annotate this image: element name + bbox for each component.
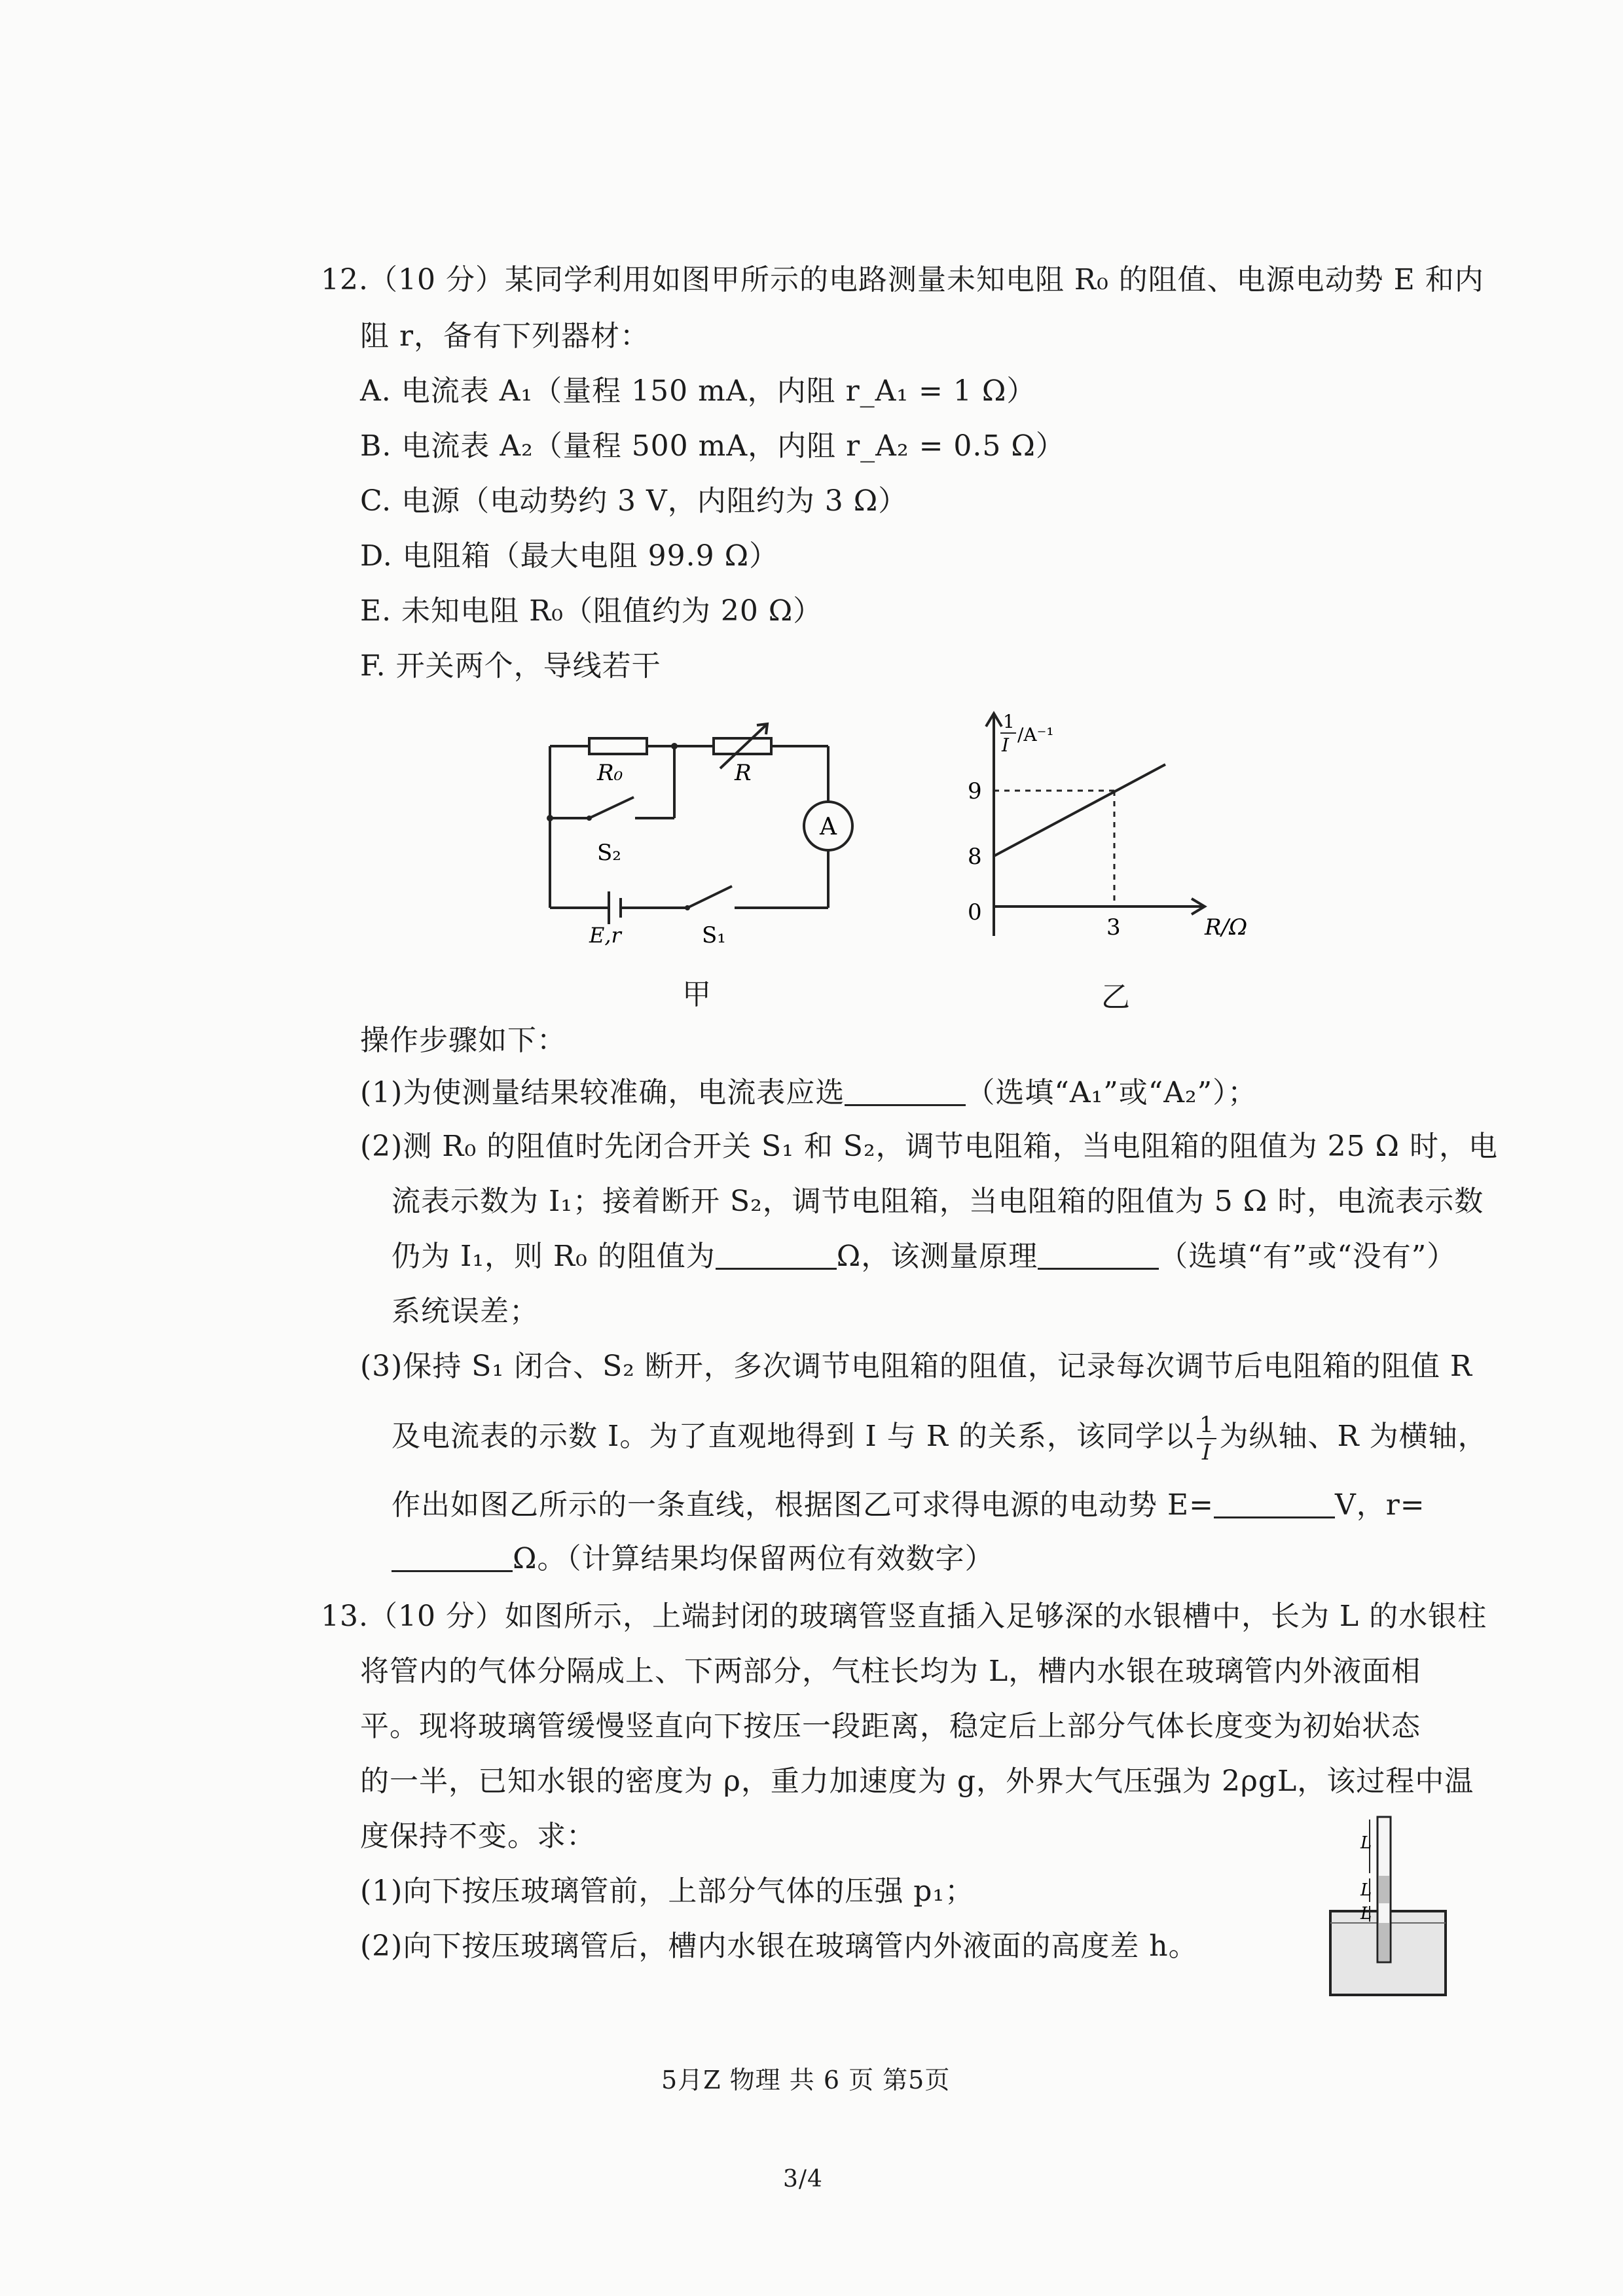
blank-4 [1214, 1486, 1335, 1518]
step3-text-e: Ω。（计算结果均保留两位有效数字） [513, 1542, 994, 1575]
step2-text-c: （选填“有”或“没有”） [1159, 1240, 1457, 1273]
step3-text-c: 作出如图乙所示的一条直线，根据图乙可求得电源的电动势 E= [392, 1488, 1214, 1522]
fraction-1-over-i [1197, 1412, 1217, 1465]
tube-trough-figure [1322, 1813, 1453, 2003]
tick-0: 0 [968, 899, 982, 925]
q13-line5: 度保持不变。求： [360, 1820, 596, 1853]
q12-line2: 阻 r，备有下列器材： [360, 319, 650, 353]
label-ammeter: A [820, 814, 837, 840]
step3-line4 [392, 1539, 994, 1579]
caption-jia: 甲 [682, 978, 712, 1011]
q12-option-f: F. 开关两个，导线若干 [360, 649, 661, 683]
step2-text-a: 仍为 I₁，则 R₀ 的阻值为 [392, 1240, 716, 1273]
step3-line2 [392, 1407, 1487, 1466]
graph-line [994, 764, 1165, 856]
step3-text-b: 为纵轴、R 为横轴， [1219, 1420, 1487, 1453]
frac-den: I [1201, 1439, 1212, 1465]
q12-option-e: E. 未知电阻 R₀（阻值约为 20 Ω） [360, 594, 823, 628]
mercury-column [1379, 1876, 1389, 1903]
q12-option-d: D. 电阻箱（最大电阻 99.9 Ω） [360, 539, 779, 573]
page-footer: 5月Z 物理 共 6 页 第5页 [661, 2066, 951, 2094]
step2-line1: (2)测 R₀ 的阻值时先闭合开关 S₁ 和 S₂，调节电阻箱，当电阻箱的阻值为 25 Ω 时，电 [360, 1130, 1499, 1163]
frac-num: 1 [1197, 1412, 1217, 1439]
step3-text-d: V，r= [1334, 1488, 1425, 1522]
fig-label-l1: L [1360, 1833, 1372, 1853]
label-s2: S₂ [597, 840, 621, 866]
step1-text-b: （选填“A₁”或“A₂”）； [966, 1076, 1258, 1109]
q13-line2: 将管内的气体分隔成上、下两部分，气柱长均为 L，槽内水银在玻璃管内外液面相 [360, 1655, 1421, 1688]
q13-line6: (1)向下按压玻璃管前，上部分气体的压强 p₁； [360, 1874, 975, 1908]
step3-text-a: 及电流表的示数 I。为了直观地得到 I 与 R 的关系，该同学以 [392, 1420, 1194, 1453]
q12-line1: 12.（10 分）某同学利用如图甲所示的电路测量未知电阻 R₀ 的阻值、电源电动势 E 和内 [321, 263, 1484, 296]
label-r: R [735, 760, 752, 786]
tick-9: 9 [968, 778, 982, 804]
step1-text-a: (1)为使测量结果较准确，电流表应选 [360, 1076, 845, 1109]
step2-line3 [392, 1237, 1456, 1276]
label-s1: S₁ [702, 922, 726, 948]
q13-line4: 的一半，已知水银的密度为 ρ，重力加速度为 g，外界大气压强为 2ρgL，该过程中温 [360, 1765, 1474, 1798]
r0-resistor [589, 738, 647, 754]
blank-2 [716, 1238, 837, 1270]
page-number: 3/4 [783, 2166, 823, 2193]
ylabel-den: I [1002, 734, 1010, 756]
xlabel: R/Ω [1205, 914, 1248, 941]
tick-8: 8 [968, 844, 982, 870]
circuit-diagram [524, 713, 890, 949]
caption-yi: 乙 [1101, 980, 1131, 1014]
ylabel-num: 1 [1003, 711, 1015, 732]
q13-line3: 平。现将玻璃管缓慢竖直向下按压一段距离，稳定后上部分气体长度变为初始状态 [360, 1710, 1421, 1743]
blank-5 [392, 1540, 513, 1572]
step2-text-b: Ω，该测量原理 [836, 1240, 1038, 1273]
fig-label-l3: L [1360, 1904, 1372, 1924]
tick-3: 3 [1106, 914, 1121, 941]
step3-line3 [392, 1486, 1425, 1525]
q12-option-c: C. 电源（电动势约 3 V，内阻约为 3 Ω） [360, 484, 908, 518]
blank-3 [1038, 1238, 1159, 1270]
graph-1-over-i-vs-r [943, 694, 1283, 956]
fig-label-l2: L [1360, 1880, 1372, 1900]
q12-option-b: B. 电流表 A₂（量程 500 mA，内阻 r_A₂ = 0.5 Ω） [360, 429, 1065, 463]
steps-intro: 操作步骤如下： [360, 1024, 566, 1057]
label-r0: R₀ [597, 760, 623, 786]
step2-line2: 流表示数为 I₁；接着断开 S₂，调节电阻箱，当电阻箱的阻值为 5 Ω 时，电流表示数 [392, 1185, 1484, 1218]
label-er: E,r [589, 923, 621, 948]
q12-option-a: A. 电流表 A₁（量程 150 mA，内阻 r_A₁ = 1 Ω） [360, 374, 1036, 408]
step3-line1: (3)保持 S₁ 闭合、S₂ 断开，多次调节电阻箱的阻值，记录每次调节后电阻箱的阻值 R [360, 1350, 1472, 1383]
blank-1 [845, 1074, 966, 1106]
step1 [360, 1073, 1257, 1113]
q13-line1: 13.（10 分）如图所示，上端封闭的玻璃管竖直插入足够深的水银槽中，长为 L 的水银柱 [321, 1600, 1487, 1633]
q13-line7: (2)向下按压玻璃管后，槽内水银在玻璃管内外液面的高度差 h。 [360, 1929, 1198, 1963]
ylabel-unit: /A⁻¹ [1017, 724, 1054, 745]
step2-line4: 系统误差； [392, 1295, 539, 1328]
